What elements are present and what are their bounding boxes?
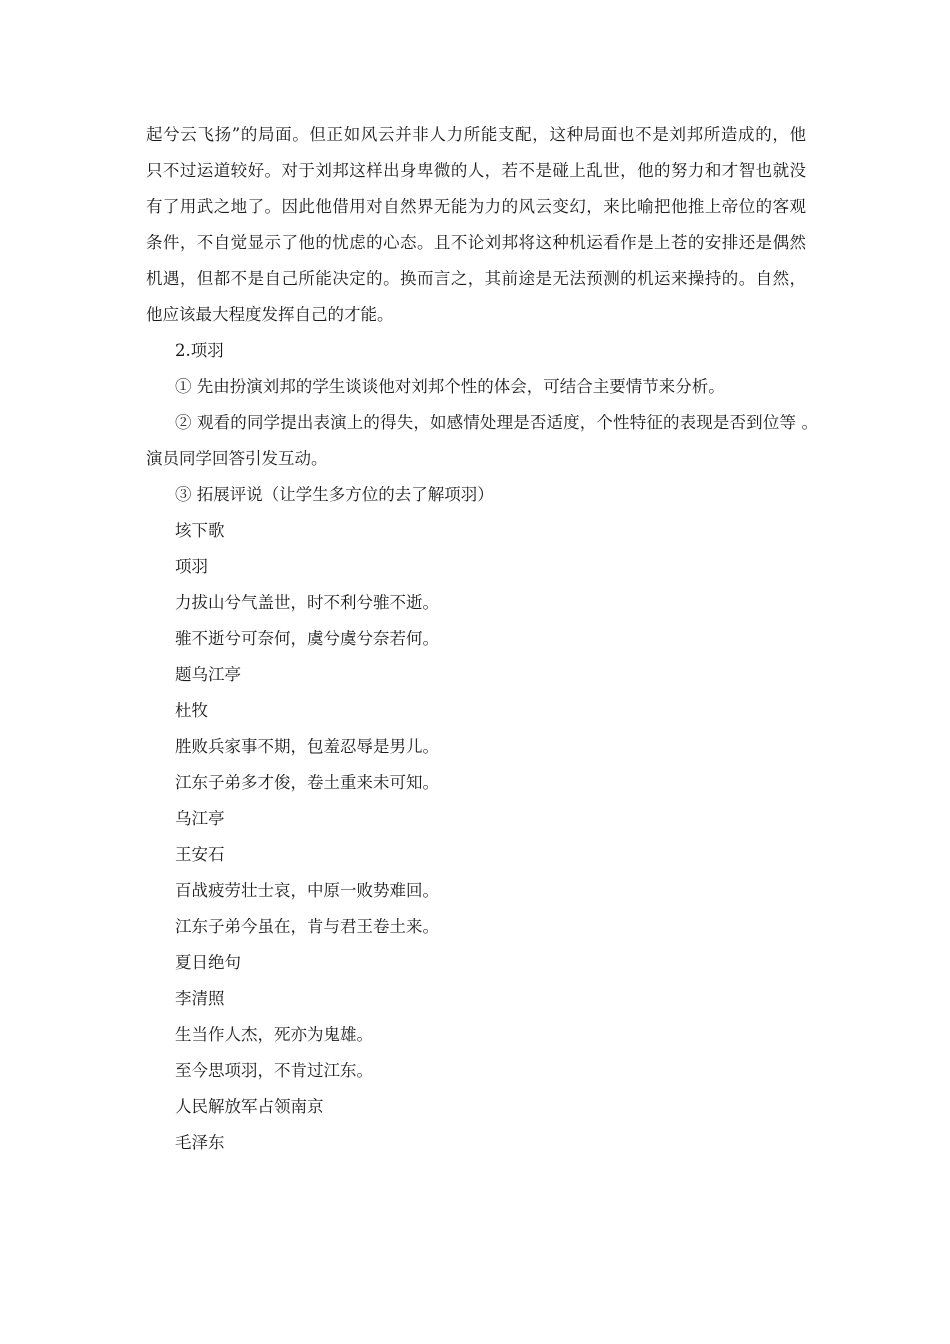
poem-title: 乌江亭 <box>175 809 225 828</box>
intro-line-1: 起兮云飞扬”的局面。但正如风云并非人力所能支配，这种局面也不是刘邦所造成的，他 <box>146 125 806 144</box>
poem-line: 胜败兵家事不期，包羞忍辱是男儿。 <box>175 737 439 756</box>
poem-line: 百战疲劳壮士哀，中原一败势难回。 <box>175 881 439 900</box>
poem-author: 王安石 <box>175 845 225 864</box>
poem-line: 骓不逝兮可奈何，虞兮虞兮奈若何。 <box>175 629 439 648</box>
intro-line-5: 机遇，但都不是自己所能决定的。换而言之，其前途是无法预测的机运来操持的。自然， <box>146 269 806 288</box>
poem-line: 生当作人杰，死亦为鬼雄。 <box>175 1025 373 1044</box>
intro-line-3: 有了用武之地了。因此他借用对自然界无能为力的风云变幻，来比喻把他推上帝位的客观 <box>146 197 806 216</box>
poem-title: 题乌江亭 <box>175 665 241 684</box>
poem-line: 至今思项羽，不肯过江东。 <box>175 1061 373 1080</box>
poem-title: 垓下歌 <box>175 521 225 540</box>
poem-line: 江东子弟今虽在，肯与君王卷土来。 <box>175 917 439 936</box>
poem-author: 李清照 <box>175 989 225 1008</box>
section-heading: 2.项羽 <box>175 341 224 360</box>
list-item-2-line-2: 演员同学回答引发互动。 <box>146 449 328 468</box>
poem-author: 杜牧 <box>175 701 208 720</box>
list-item-3: ③ 拓展评说（让学生多方位的去了解项羽） <box>175 485 494 504</box>
intro-line-6: 他应该最大程度发挥自己的才能。 <box>146 305 394 324</box>
poem-line: 力拔山兮气盖世，时不利兮骓不逝。 <box>175 593 439 612</box>
poem-author: 项羽 <box>175 557 208 576</box>
intro-line-4: 条件，不自觉显示了他的忧虑的心态。且不论刘邦将这种机运看作是上苍的安排还是偶然 <box>146 233 806 252</box>
poem-author: 毛泽东 <box>175 1133 225 1152</box>
poem-title: 人民解放军占领南京 <box>175 1097 324 1116</box>
list-item-2-line-1: ② 观看的同学提出表演上的得失，如感情处理是否适度，个性特征的表现是否到位等 。 <box>175 413 818 432</box>
list-item-1: ① 先由扮演刘邦的学生谈谈他对刘邦个性的体会，可结合主要情节来分析。 <box>175 377 725 396</box>
intro-line-2: 只不过运道较好。对于刘邦这样出身卑微的人，若不是碰上乱世，他的努力和才智也就没 <box>146 161 806 180</box>
poem-title: 夏日绝句 <box>175 953 241 972</box>
poem-line: 江东子弟多才俊，卷土重来未可知。 <box>175 773 439 792</box>
